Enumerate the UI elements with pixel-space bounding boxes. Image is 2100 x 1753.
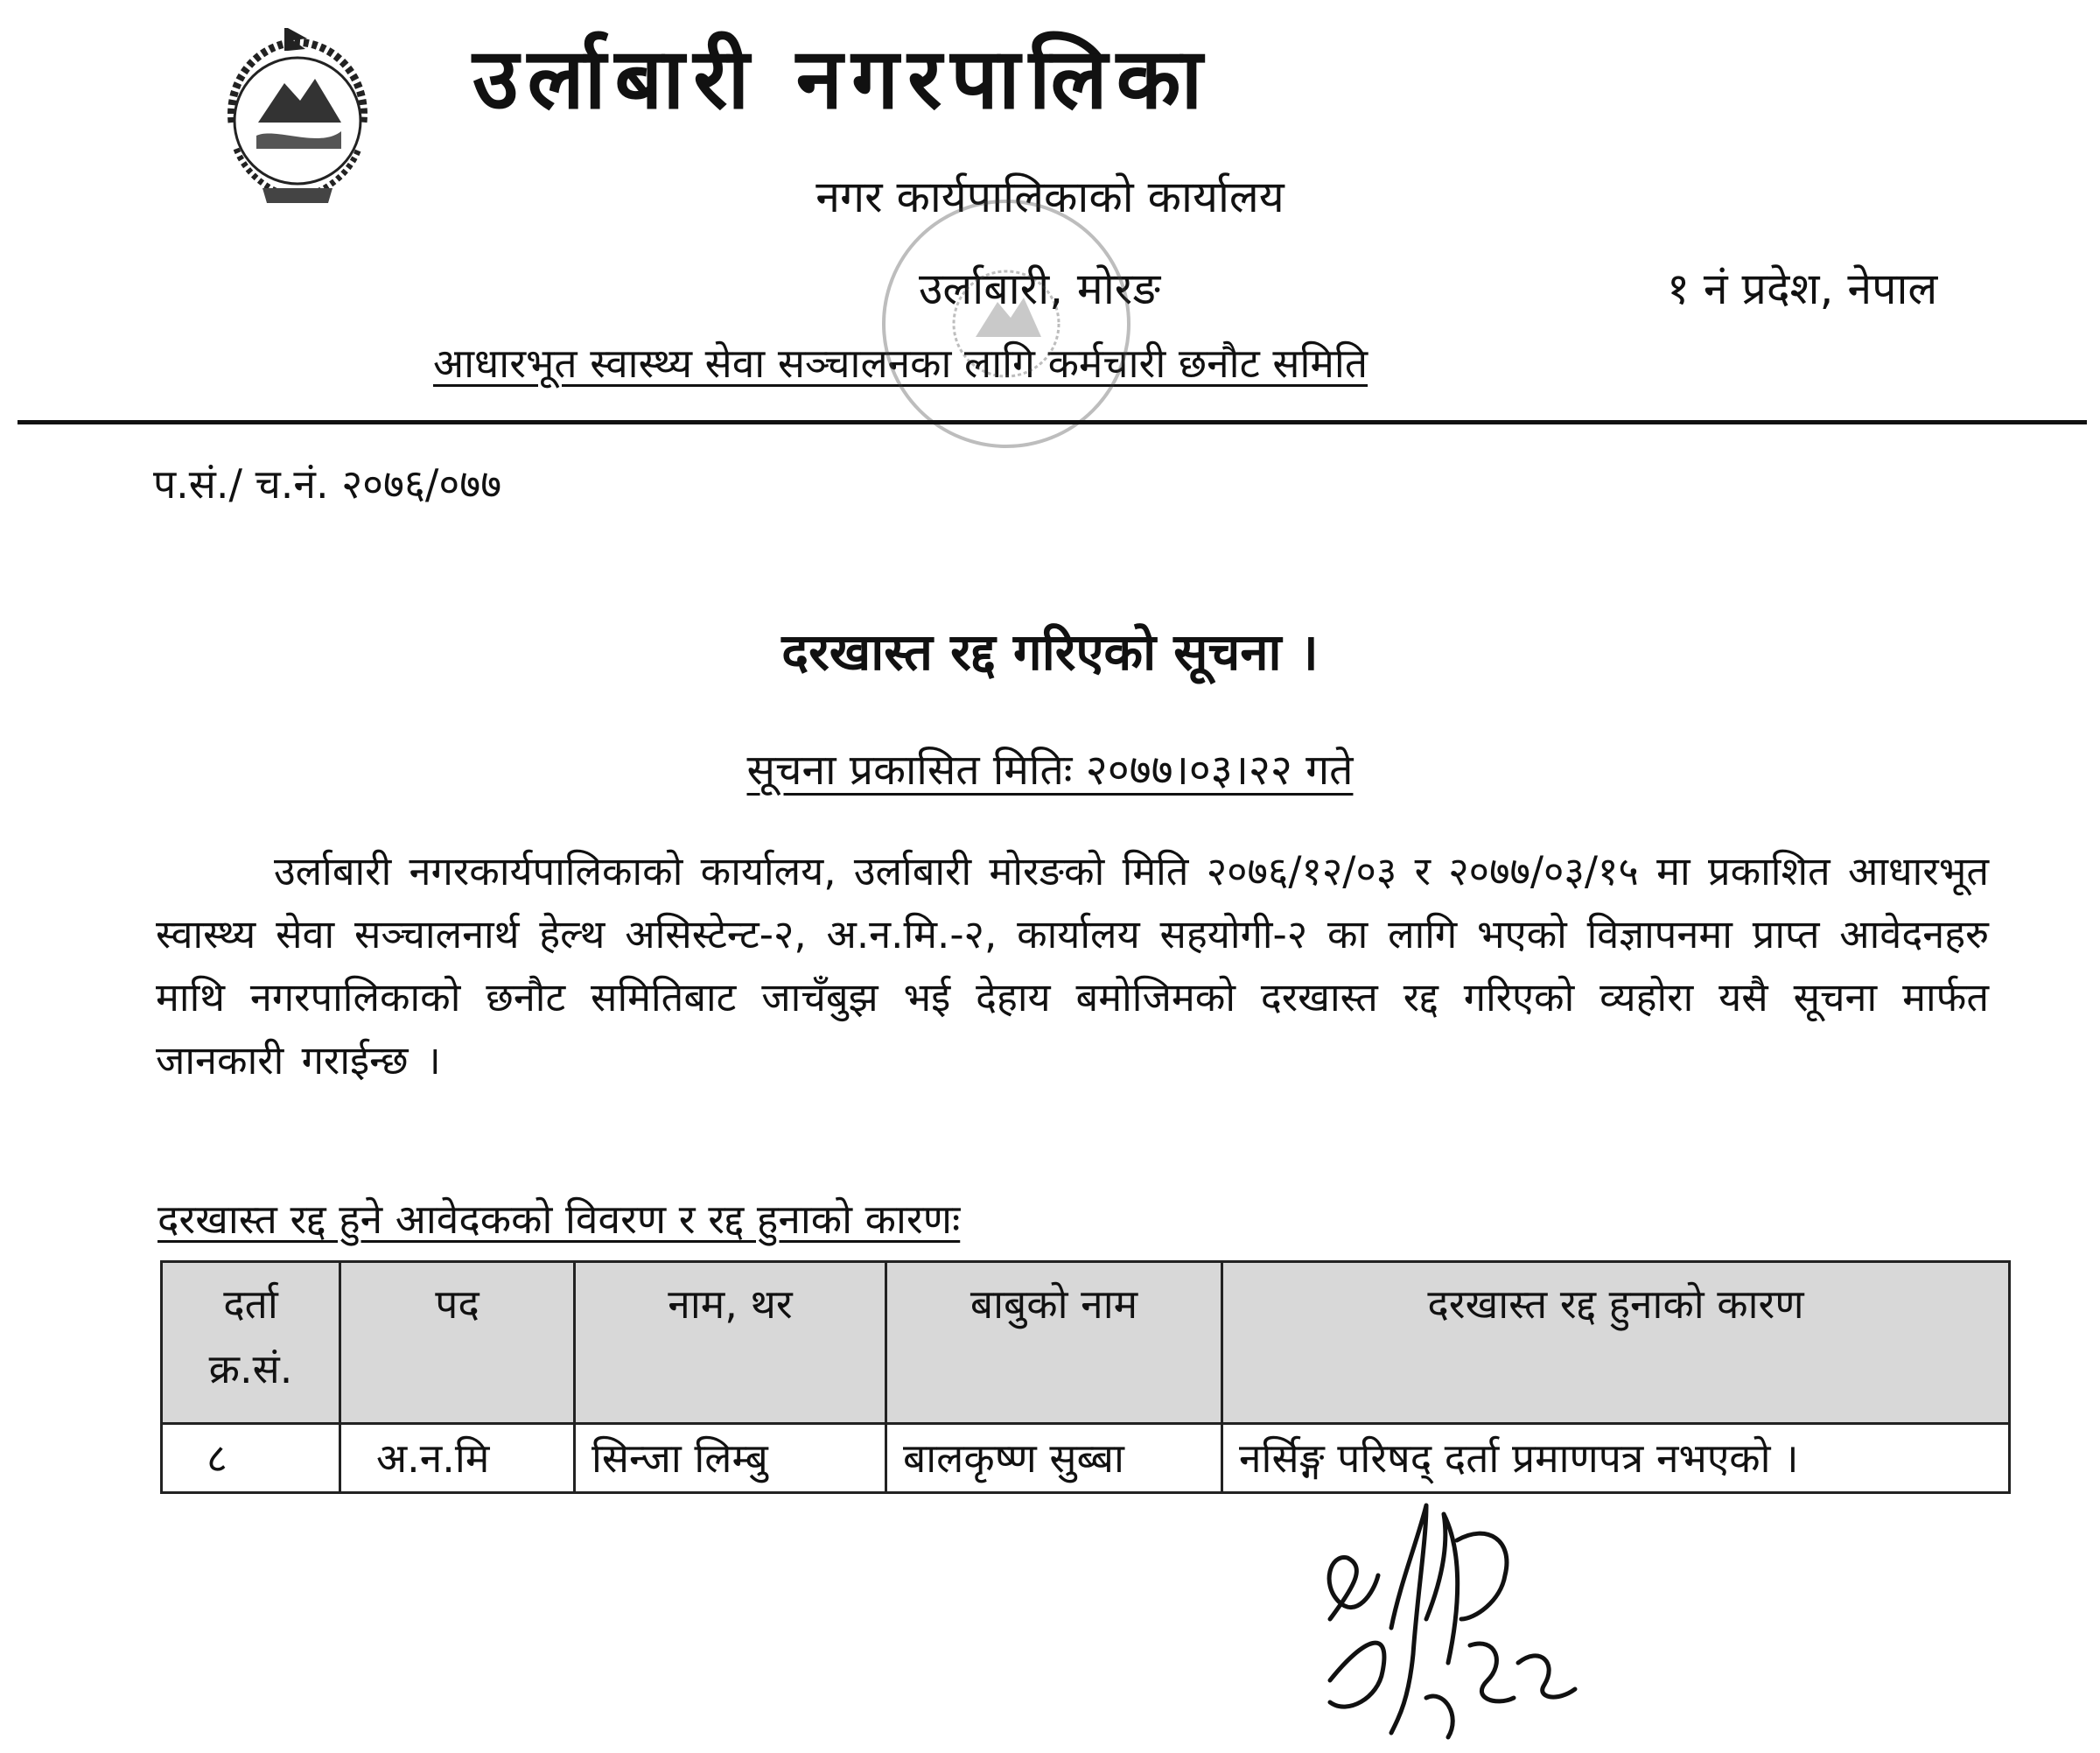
col-header-name: नाम, थर xyxy=(575,1262,886,1424)
notice-title: दरखास्त रद्द गरिएको सूचना । xyxy=(781,622,1319,682)
cell-reason: नर्सिङ्ग परिषद् दर्ता प्रमाणपत्र नभएको । xyxy=(1222,1424,2010,1493)
col-header-reg-no-line1: दर्ता xyxy=(223,1280,278,1328)
col-header-reg-no-line2: क्र.सं. xyxy=(208,1345,293,1392)
col-header-reason: दरखास्त रद्द हुनाको कारण xyxy=(1222,1262,2010,1424)
rejected-applicants-table xyxy=(160,1260,2011,1494)
table-header-row xyxy=(162,1262,2010,1424)
header-divider xyxy=(18,420,2087,424)
office-stamp xyxy=(866,188,1146,459)
handwritten-signature xyxy=(1295,1488,1610,1750)
col-header-post: पद xyxy=(340,1262,575,1424)
nepal-emblem-logo xyxy=(197,18,398,214)
table-caption: दरखास्त रद्द हुने आवेदकको विवरण र रद्द हुनाको कारणः xyxy=(158,1196,961,1243)
col-header-father: बाबुको नाम xyxy=(886,1262,1222,1424)
notice-body: उर्लाबारी नगरकार्यपालिकाको कार्यालय, उर्लाबारी मोरङको मिति २०७६/१२/०३ र २०७७/०३/१५ मा प्रकाशित आधारभूत स्वास्थ्य सेवा सञ्चालनार्थ हेल्थ असिस्टेन्ट-२, अ.न.मि.-२, कार्यालय सहयोगी-२ का लागि भएको विज्ञापनमा प्राप्त आवेदनहरु माथि नगरपालिकाको छनौट समितिबाट जाचँबुझ भई देहाय बमोजिमको दरखास्त रद्द गरिएको व्यहोरा यसै सूचना मार्फत जानकारी गराईन्छ । xyxy=(156,848,1990,1083)
office-province: १ नं प्रदेश, नेपाल xyxy=(1667,263,1938,314)
reference-number: प.सं./ च.नं. २०७६/०७७ xyxy=(153,460,502,508)
office-subtitle: नगर कार्यपालिकाको कार्यालय xyxy=(816,172,1284,222)
publish-date-text: सूचना प्रकासित मितिः २०७७।०३।२२ गते xyxy=(746,746,1354,795)
cell-reg-no: ८ xyxy=(162,1424,340,1493)
office-location: उर्लाबारी, मोरङ xyxy=(919,263,1161,314)
committee-name: आधारभूत स्वास्थ्य सेवा सञ्चालनका लागि कर्मचारी छनौट समिति xyxy=(433,340,1368,387)
publish-date xyxy=(0,740,2100,801)
col-header-reg-no xyxy=(162,1262,340,1424)
cell-name: सिन्जा लिम्बु xyxy=(575,1424,886,1493)
table-row xyxy=(162,1424,2010,1493)
cell-post: अ.न.मि xyxy=(340,1424,575,1493)
office-name: उर्लाबारी नगरपालिका xyxy=(472,30,1212,128)
cell-father: बालकृष्ण सुब्बा xyxy=(886,1424,1222,1493)
